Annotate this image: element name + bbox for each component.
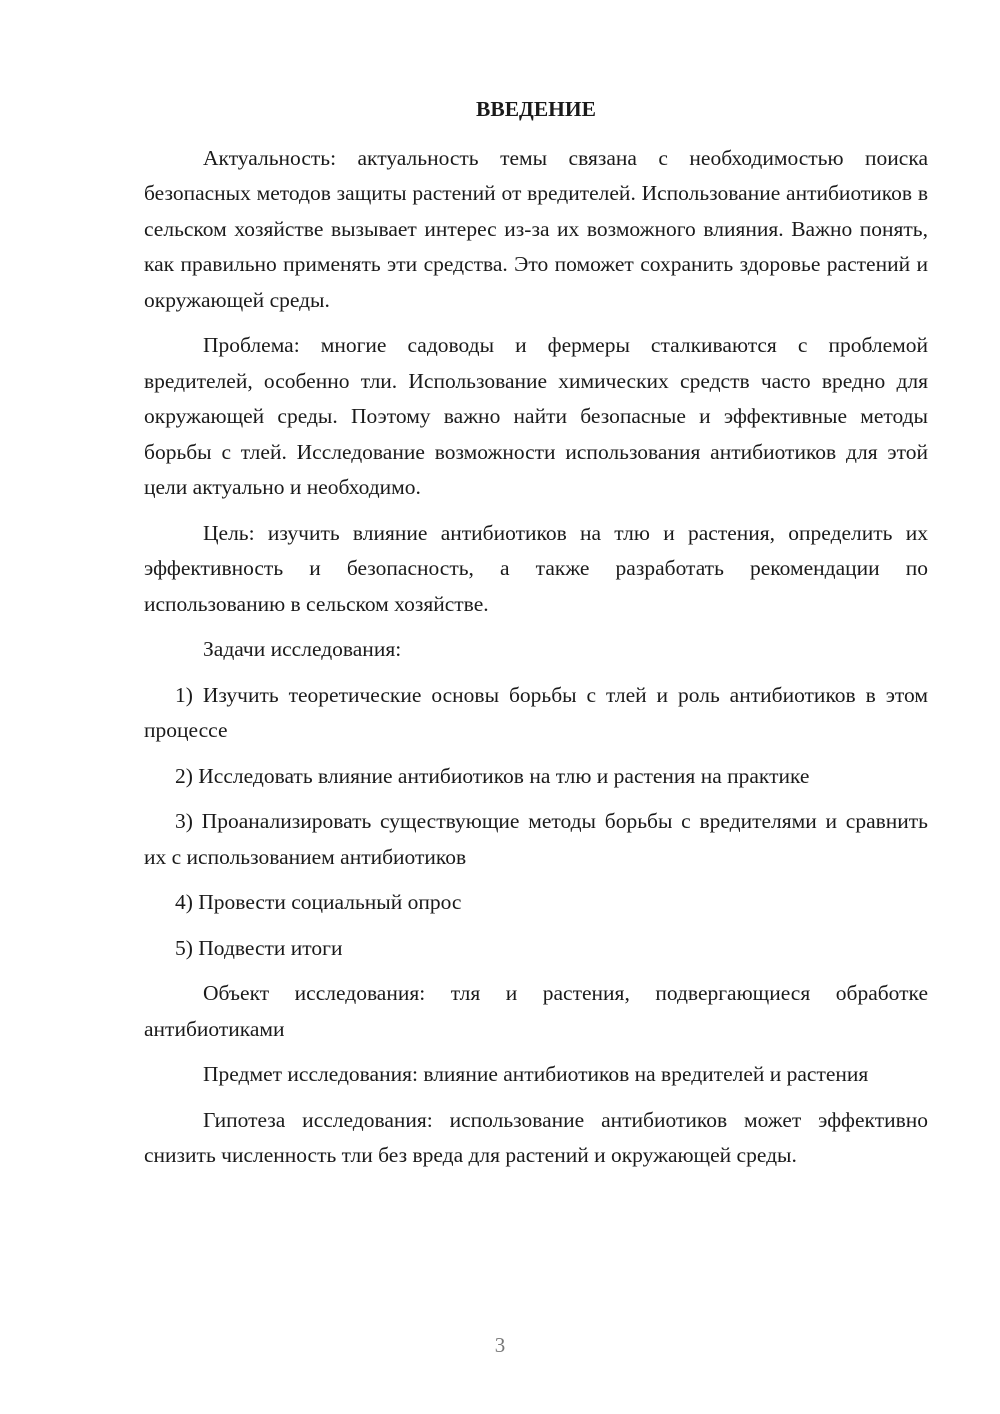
page-content <box>144 92 928 1184</box>
paragraph-goal: Цель: изучить влияние антибиотиков на тлю и растения, определить их эффективность и безопасность, а также разработать рекомендации по использованию в сельском хозяйстве. <box>144 520 928 616</box>
task-item-4: 4) Провести социальный опрос <box>175 890 462 914</box>
task-item-2: 2) Исследовать влияние антибиотиков на тлю и растения на практике <box>175 763 810 788</box>
paragraph-hypothesis: Гипотеза исследования: использование антибиотиков может эффективно снизить численность тли без вреда для растений и окружающей среды. <box>144 1107 928 1167</box>
page-number: 3 <box>494 1333 506 1357</box>
task-item-1: 1) Изучить теоретические основы борьбы с тлей и роль антибиотиков в этом процессе <box>144 682 928 742</box>
paragraph-relevance: Актуальность: актуальность темы связана с необходимостью поиска безопасных методов защиты растений от вредителей. Использование антибиотиков в сельском хозяйстве вызывает интерес из-за их возможного влияния. Важно понять, как правильно применять эти средства. Это поможет сохранить здоровье растений и окружающей среды. <box>144 145 928 312</box>
task-item-3: 3) Проанализировать существующие методы борьбы с вредителями и сравнить их с использованием антибиотиков <box>144 809 928 869</box>
paragraph-tasks-heading: Задачи исследования: <box>203 637 402 661</box>
task-item-5: 5) Подвести итоги <box>175 935 343 960</box>
section-title: ВВЕДЕНИЕ <box>476 97 596 121</box>
paragraph-problem: Проблема: многие садоводы и фермеры сталкиваются с проблемой вредителей, особенно тли. Использование химических средств часто вредно для окружающей среды. Поэтому важно найти безопасные и эффективные методы борьбы с тлей. Исследование возможности использования антибиотиков для этой цели актуально и необходимо. <box>144 333 928 499</box>
paragraph-subject: Предмет исследования: влияние антибиотиков на вредителей и растения <box>203 1062 869 1086</box>
paragraph-object: Объект исследования: тля и растения, подвергающиеся обработке антибиотиками <box>144 981 928 1041</box>
